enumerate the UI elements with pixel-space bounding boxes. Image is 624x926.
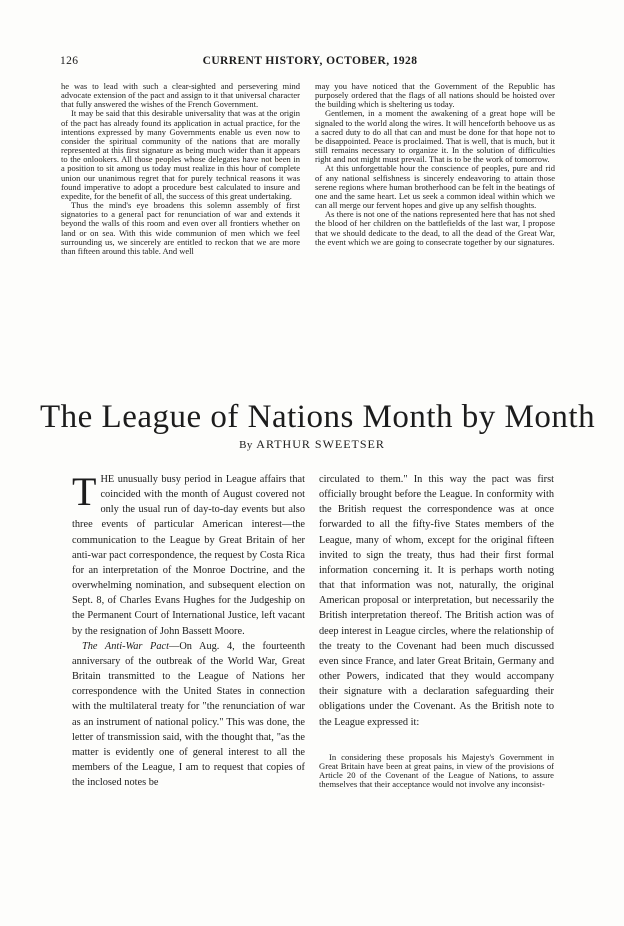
paragraph: At this unforgettable hour the conscience of peoples, pure and rid of any national selfishness is sincerely endeavoring to attain those serene regions where human brotherhood can be felt in the beatings of one and the same heart. Let us seek a common ideal within which we can all merge our fervent hopes and give up any selfish thoughts. (315, 163, 555, 211)
article-title: The League of Nations Month by Month (40, 399, 596, 435)
paragraph-text: HE unusually busy period in League affairs that coincided with the month of August covered not only the usual run of day-to-day events but also three events of particular American interest—the communication to the League by Great Britain of her anti-war pact correspondence, the request by Costa Rica for an interpretation of the Monroe Doctrine, and the overwhelming nomination, and subsequent election on Sept. 8, of Charles Evans Hughes for the Judgeship on the Permanent Court of International Justice, left vacant by the resignation of John Bassett Moore. (72, 474, 305, 637)
quote-text: In considering these proposals his Majesty's Government in Great Britain have been at great pains, in view of the provisions of Article 20 of the Covenant of the League of Nations, to assure themselves that their acceptance would not involve any inconsist- (319, 752, 554, 790)
top-right-column (315, 82, 555, 287)
paragraph: It may be said that this desirable universality that was at the origin of the pact has already found its application in actual practice, for the intentions expressed by many Governments enable us even now to consider the spiritual community of the nations that are morally represented at this first signature as being much wider than it appears to the onlookers. All those peoples whose delegates have not been in a position to sit among us today must realize in this hour of complete union our unanimous regret that for purely technical reasons it was found imperative to adopt a procedure best calculated to insure and expedite, for the benefit of all, the success of this great undertaking. (61, 108, 300, 201)
page-number: 126 (60, 55, 79, 67)
article-right-column (319, 472, 554, 728)
running-title: CURRENT HISTORY, OCTOBER, 1928 (202, 55, 418, 67)
paragraph: As there is not one of the nations represented here that has not shed the blood of her children on the battlefields of the last war, I propose that we should dedicate to the dead, to all the dead of the Great War, the event which we are going to consecrate together by our signatures. (315, 209, 555, 247)
paragraph (72, 469, 305, 639)
byline (40, 437, 584, 452)
byline-prefix: By (239, 439, 253, 451)
paragraph (72, 639, 305, 791)
paragraph: he was to lead with such a clear-sighted and persevering mind advocate extension of the pact and assign to it that universal character that fully answered the wishes of the French Government. (61, 81, 300, 110)
block-quote (319, 753, 554, 873)
top-left-column (61, 82, 300, 332)
drop-cap: T (72, 469, 97, 514)
article-left-column (72, 469, 305, 844)
paragraph: circulated to them." In this way the pact was first officially brought before the League. In conformity with the British request the correspondence was at once forwarded to all the fifty-five States members of the League, many of whom, except for the original fifteen invited to sign the treaty, thus had their first formal information concerning it. It is perhaps worth noting that that information was not, naturally, the original American proposal or interpretation, but necessarily the British interpretation thereof. The British action was of deep interest in League circles, where the relationship of the treaty to the Covenant had been much discussed even since France, and later Great Britain, Germany and other Powers, indicated that they would accompany their signature with a declaration safeguarding their obligations under the Covenant. As the British note to the League expressed it: (319, 474, 554, 728)
page-header (60, 55, 560, 69)
paragraph-text: —On Aug. 4, the fourteenth anniversary of the outbreak of the World War, Great Britain transmitted to the League of Nations her correspondence with the United States in connection with the multilateral treaty for "the renunciation of war as an instrument of national policy." This was done, the letter of transmission said, with the thought that, "as the matter is evidently one of general interest to all the members of the League, I am to request that copies of the inclosed notes be (72, 640, 305, 789)
paragraph: Gentlemen, in a moment the awakening of a great hope will be signaled to the world along the wires. It will henceforth behoove us as a sacred duty to do all that can and must be done for that hope not to be disappointed. Peace is proclaimed. That is well, that is much, but it still remains necessary to organize it. In the solution of difficulties right and not might must prevail. That is to be the work of tomorrow. (315, 108, 555, 165)
author-name: ARTHUR SWEETSER (256, 437, 385, 451)
paragraph: Thus the mind's eye broadens this solemn assembly of first signatories to a general pact for renunciation of war and extends it beyond the walls of this room and even over all frontiers whether on land or on sea. With this wide communion of men which we feel surrounding us, we sincerely are entitled to reckon that we are more than fifteen around this table. And well (61, 200, 300, 256)
paragraph: may you have noticed that the Government of the Republic has purposely ordered that the flags of all nations should be hoisted over the building which is sheltering us today. (315, 81, 555, 110)
section-lead: The Anti-War Pact (82, 640, 169, 652)
